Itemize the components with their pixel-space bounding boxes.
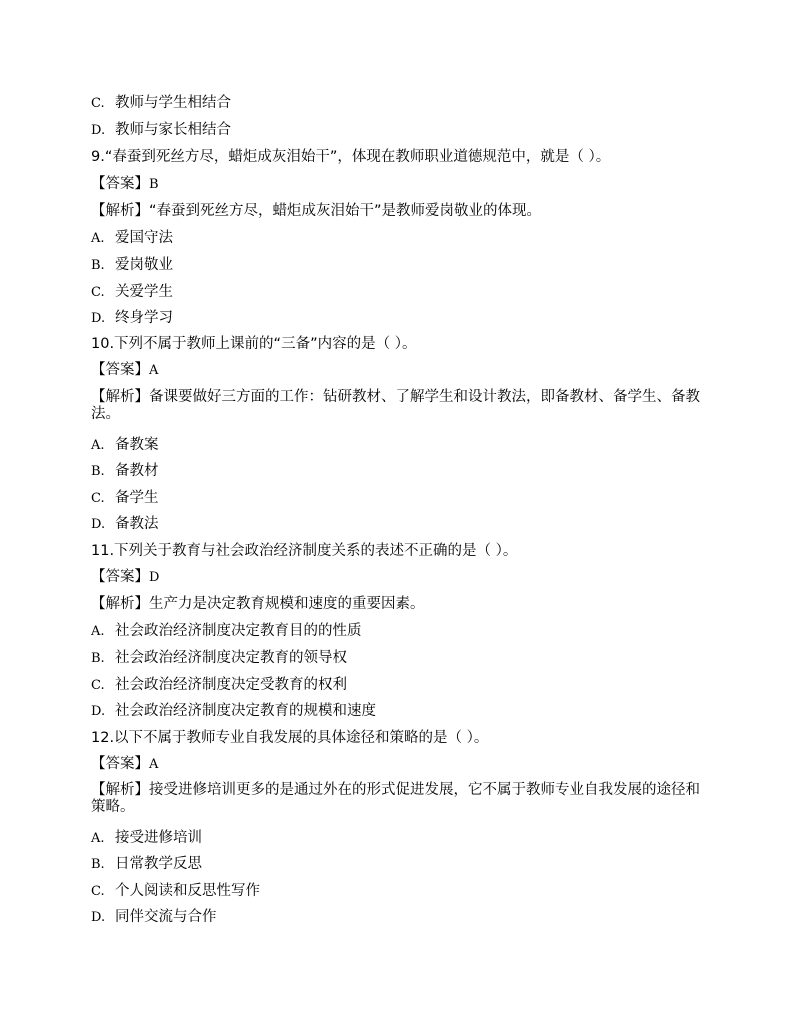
question-stem: 9.“春蚕到死丝方尽，蜡炬成灰泪始干”，体现在教师职业道德规范中，就是（ ）。 (91, 149, 611, 165)
answer-value: A (149, 757, 159, 772)
option-letter: C. (91, 491, 105, 506)
answer-line (91, 360, 711, 381)
option-text: 终身学习 (115, 310, 173, 326)
answer-line (91, 567, 711, 588)
option-letter: C. (91, 285, 105, 300)
analysis-line (91, 389, 711, 423)
analysis-label: 【解析】 (91, 596, 149, 612)
option-line (91, 120, 711, 141)
option-line (91, 255, 711, 276)
option-text: 社会政治经济制度决定教育的规模和速度 (115, 703, 376, 719)
option-line (91, 488, 711, 509)
option-text: 社会政治经济制度决定教育的领导权 (115, 650, 347, 666)
question-stem: 12.以下不属于教师专业自我发展的具体途径和策略的是（ ）。 (91, 730, 489, 746)
option-line (91, 514, 711, 535)
option-letter: A. (91, 831, 105, 846)
option-text: 同伴交流与合作 (115, 909, 217, 925)
answer-line (91, 174, 711, 195)
option-text: 接受进修培训 (115, 830, 202, 846)
option-text: 教师与学生相结合 (115, 95, 231, 111)
answer-value: B (149, 177, 159, 192)
question-stem: 11.下列关于教育与社会政治经济制度关系的表述不正确的是（ ）。 (91, 543, 518, 559)
answer-label: 【答案】 (91, 569, 149, 585)
analysis-text: 备课要做好三方面的工作：钻研教材、了解学生和设计教法，即备教材、备学生、备教法。 (91, 389, 700, 422)
option-letter: D. (91, 704, 106, 719)
option-letter: A. (91, 438, 105, 453)
option-letter: C. (91, 884, 105, 899)
analysis-line (91, 782, 711, 816)
option-letter: A. (91, 624, 105, 639)
answer-line (91, 754, 711, 775)
option-text: 备学生 (115, 490, 159, 506)
analysis-line (91, 594, 711, 614)
option-line (91, 435, 711, 456)
option-text: 个人阅读和反思性写作 (115, 883, 260, 899)
analysis-label: 【解析】 (91, 203, 149, 219)
option-line (91, 621, 711, 642)
option-line (91, 93, 711, 114)
option-line (91, 461, 711, 482)
option-text: 爱岗敬业 (115, 257, 173, 273)
option-letter: B. (91, 651, 105, 666)
analysis-label: 【解析】 (91, 389, 149, 405)
option-letter: B. (91, 464, 105, 479)
option-letter: D. (91, 517, 106, 532)
option-line (91, 881, 711, 902)
analysis-text: “春蚕到死丝方尽，蜡炬成灰泪始干”是教师爱岗敬业的体现。 (149, 203, 542, 219)
option-letter: A. (91, 231, 105, 246)
option-line (91, 228, 711, 249)
option-text: 备教法 (115, 516, 159, 532)
option-text: 备教案 (115, 437, 159, 453)
option-line (91, 675, 711, 696)
option-letter: B. (91, 857, 105, 872)
option-text: 备教材 (115, 463, 159, 479)
answer-value: A (149, 363, 159, 378)
analysis-label: 【解析】 (91, 782, 149, 798)
option-line (91, 308, 711, 329)
option-text: 社会政治经济制度决定教育目的的性质 (115, 623, 362, 639)
option-text: 爱国守法 (115, 230, 173, 246)
option-letter: D. (91, 123, 106, 138)
option-text: 关爱学生 (115, 284, 173, 300)
answer-label: 【答案】 (91, 756, 149, 772)
answer-label: 【答案】 (91, 362, 149, 378)
answer-label: 【答案】 (91, 176, 149, 192)
option-letter: C. (91, 96, 105, 111)
option-letter: D. (91, 311, 106, 326)
option-line (91, 282, 711, 303)
option-letter: D. (91, 910, 106, 925)
analysis-line (91, 201, 711, 221)
analysis-text: 接受进修培训更多的是通过外在的形式促进发展，它不属于教师专业自我发展的途径和策略。 (91, 782, 700, 815)
answer-value: D (149, 570, 160, 585)
question-stem: 10.下列不属于教师上课前的“三备”内容的是（ ）。 (91, 336, 417, 352)
option-text: 日常教学反思 (115, 856, 202, 872)
option-line (91, 828, 711, 849)
option-line (91, 907, 711, 928)
option-letter: B. (91, 258, 105, 273)
option-line (91, 854, 711, 875)
option-line (91, 701, 711, 722)
analysis-text: 生产力是决定教育规模和速度的重要因素。 (149, 596, 425, 612)
option-line (91, 648, 711, 669)
option-text: 教师与家长相结合 (115, 122, 231, 138)
option-letter: C. (91, 678, 105, 693)
option-text: 社会政治经济制度决定受教育的权利 (115, 677, 347, 693)
